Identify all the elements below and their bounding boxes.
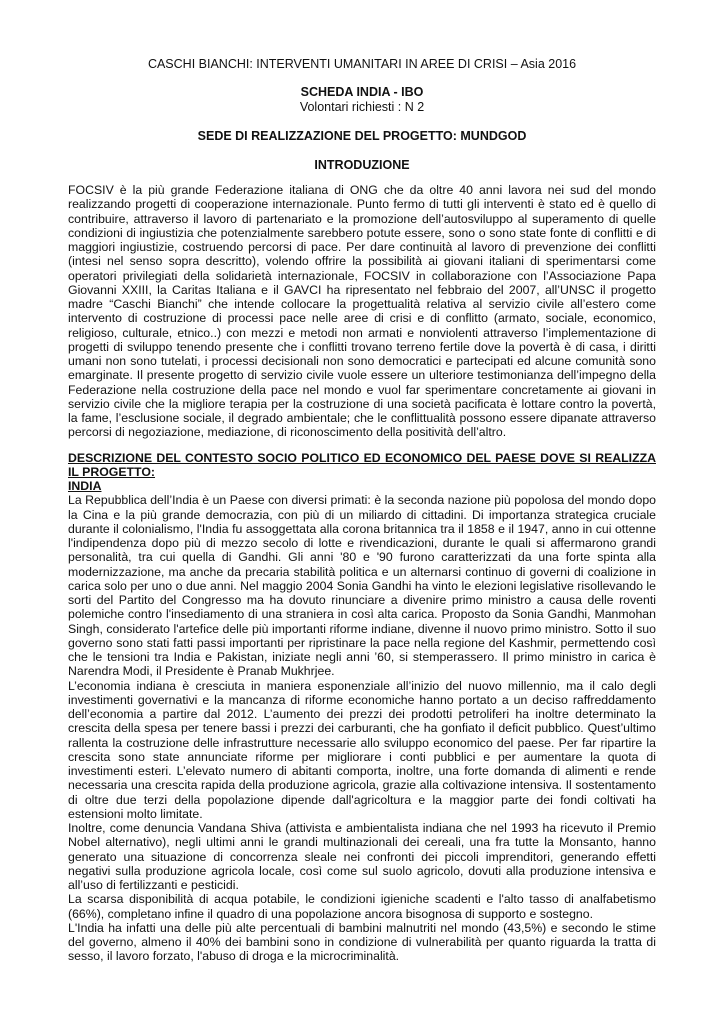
context-paragraph-2: L’economia indiana è cresciuta in maniera esponenziale all’inizio del nuovo millennio, ma il calo degli investimenti governativi e la mancanza di riforme economiche hanno portato a un deciso raffreddamento dell’economia a partire dal 2012. L’aumento dei prezzi dei prodotti petroliferi ha inoltre determinato la crescita della spesa per tenere bassi i prezzi dei carburanti, che ha gonfiato il deficit pubblico. Quest’ultimo rallenta la costruzione delle infrastrutture necessarie allo sviluppo economico del paese. Per far ripartire la crescita sono state annunciate riforme per migliorare i conti pubblici e per aumentare la quota di investimenti esteri. L’elevato numero di abitanti comporta, inoltre, una forte domanda di alimenti e rende necessaria una crescita rapida della produzione agricola, grazie alla coltivazione intensiva. Il sostentamento di oltre due terzi della popolazione dipende dall'agricoltura e la maggior parte dei fondi coltivati ha estensioni molto limitate.	[68, 678, 656, 821]
intro-paragraph: FOCSIV è la più grande Federazione italiana di ONG che da oltre 40 anni lavora nei sud del mondo realizzando progetti di cooperazione internazionale. Punto fermo di tutti gli interventi è stato ed è quello di contribuire, attraverso il lavoro di partenariato e la promozione dell’autosviluppo al superamento di quelle condizioni di ingiustizia che potenzialmente sarebbero potute essere, sono o sono state fonte di conflitti e di maggiori ingiustizie, costruendo percorsi di pace. Per dare continuità al lavoro di prevenzione dei conflitti (intesi nel senso sopra descritto), volendo offrire la possibilità ai giovani italiani di sperimentarsi come operatori privilegiati della solidarietà internazionale, FOCSIV in collaborazione con l’Associazione Papa Giovanni XXIII, la Caritas Italiana e il GAVCI ha ripresentato nel febbraio del 2007, all’UNSC il progetto madre “Caschi Bianchi” che intende collocare la progettualità relativa al servizio civile all’estero come intervento di costruzione di processi pace nelle aree di crisi e di conflitto (armato, sociale, economico, religioso, culturale, etnico..) con mezzi e metodi non armati e nonviolenti attraverso l’implementazione di progetti di sviluppo tenendo presente che i conflitti trovano terreno fertile dove la povertà è di casa, i diritti umani non sono tutelati, i processi decisionali non sono democratici e partecipati ed alcune comunità sono emarginate. Il presente progetto di servizio civile vuole essere un ulteriore testimonianza dell’impegno della Federazione nella costruzione della pace nel mondo e vuol far sperimentare concretamente ai giovani in servizio civile che la migliore terapia per la costruzione di una società pacificata è lottare contro la povertà, la fame, l’esclusione sociale, il degrado ambientale; che le conflittualità possono essere dipanate attraverso percorsi di negoziazione, mediazione, di riconoscimento della positività dell’altro.	[68, 183, 656, 440]
sede-title: SEDE DI REALIZZAZIONE DEL PROGETTO: MUNDGOD	[197, 129, 527, 143]
document-page	[68, 57, 656, 964]
volontari-line: Volontari richiesti : N 2	[299, 100, 425, 114]
scheda-title: SCHEDA INDIA - IBO	[300, 85, 424, 99]
context-paragraph-3: Inoltre, come denuncia Vandana Shiva (attivista e ambientalista indiana che nel 1993 ha ricevuto il Premio Nobel alternativo), negli ultimi anni le grandi multinazionali dei cereali, una fra tutte la Monsanto, hanno generato una situazione di concorrenza sleale nei confronti dei piccoli imprenditori, generando effetti negativi sulla produzione agricola locale, così come sul suolo agricolo, dovuti alla produzione intensiva e all’uso di fertilizzanti e pesticidi.	[68, 821, 656, 892]
context-paragraph-4: La scarsa disponibilità di acqua potabile, le condizioni igieniche scadenti e l'alto tasso di analfabetismo (66%), completano infine il quadro di una popolazione ancora bisognosa di supporto e sostegno.	[68, 892, 656, 921]
context-paragraph-1: La Repubblica dell’India è un Paese con diversi primati: è la seconda nazione più popolosa del mondo dopo la Cina e la più grande democrazia, con più di un miliardo di cittadini. Di importanza strategica cruciale durante il colonialismo, l'India fu assoggettata alla corona britannica tra il 1858 e il 1947, anno in cui ottenne l'indipendenza dopo più di mezzo secolo di lotte e rivendicazioni, durante le quali si affermarono grandi personalità, tra cui quella di Gandhi. Gli anni '80 e '90 furono caratterizzati da una forte spinta alla modernizzazione, ma anche da precaria stabilità politica e un alternarsi continuo di governi di coalizione in carica solo per uno o due anni. Nel maggio 2004 Sonia Gandhi ha vinto le elezioni legislative risollevando le sorti del Partito del Congresso ma ha dovuto rinunciare a divenire primo ministro a causa delle roventi polemiche contro l'insediamento di una straniera in così alta carica. Proposto da Sonia Gandhi, Manmohan Singh, considerato l'artefice delle più importanti riforme indiane, divenne il nuovo primo ministro. Sotto il suo governo sono stati fatti passi importanti per ripristinare la pace nella regione del Kashmir, permettendo così che le tensioni tra India e Pakistan, iniziate negli anni ’60, si stemperassero. Il primo ministro in carica è Narendra Modi, il Presidente è Pranab Mukhrjee.	[68, 493, 656, 679]
context-section-title: DESCRIZIONE DEL CONTESTO SOCIO POLITICO ED ECONOMICO DEL PAESE DOVE SI REALIZZA IL PROGETTO:	[68, 450, 656, 479]
intro-title: INTRODUZIONE	[314, 158, 410, 172]
country-heading: INDIA	[68, 479, 102, 493]
context-paragraph-5: L'India ha infatti una delle più alte percentuali di bambini malnutriti nel mondo (43,5%) e secondo le stime del governo, almeno il 40% dei bambini sono in condizione di vulnerabilità per quanto riguarda la tratta di sesso, il lavoro forzato, l'abuso di droga e la microcriminalità.	[68, 920, 656, 964]
document-header: CASCHI BIANCHI: INTERVENTI UMANITARI IN AREE DI CRISI – Asia 2016	[147, 57, 577, 71]
